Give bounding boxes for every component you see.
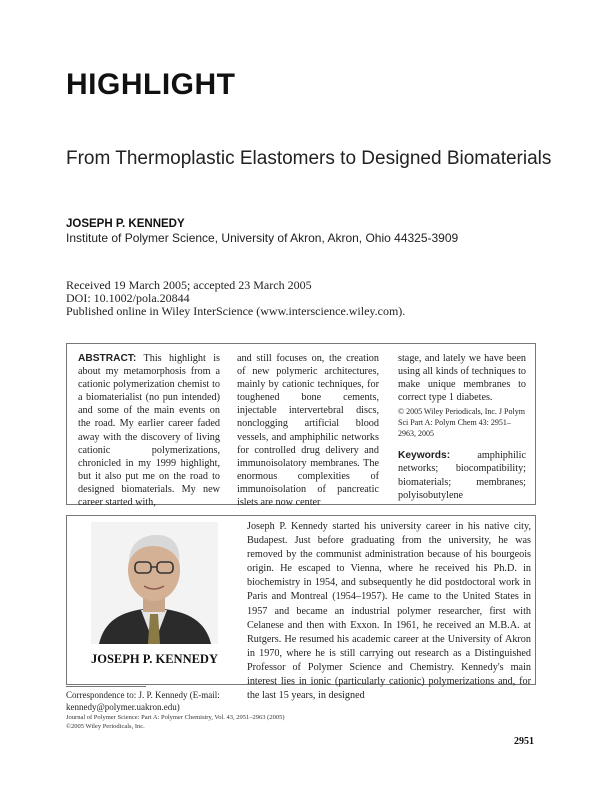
article-title: From Thermoplastic Elastomers to Designed Biomaterials xyxy=(66,148,552,169)
section-label: HIGHLIGHT xyxy=(66,68,236,101)
received-date: Received 19 March 2005; accepted 23 March 2005 xyxy=(66,278,312,292)
page-number: 2951 xyxy=(514,736,534,747)
abstract-column-1 xyxy=(78,352,220,509)
bio-author-name: JOSEPH P. KENNEDY xyxy=(91,652,218,666)
correspondence-note: Correspondence to: J. P. Kennedy (E-mail: kennedy@polymer.uakron.edu) xyxy=(66,690,220,712)
abstract-text-3: stage, and lately we have been using all kinds of techniques to make unique membranes to correct type 1 diabetes. xyxy=(398,353,526,404)
footnote-rule xyxy=(66,686,146,687)
author-name: JOSEPH P. KENNEDY xyxy=(66,218,185,230)
author-photo xyxy=(91,522,218,644)
abstract-column-3 xyxy=(398,352,526,502)
abstract-text-1: This highlight is about my metamorphosis from a cationic polymerization chemist to a biomaterialist (no pun intended) and some of the main events on the road. My earlier career faded away with the discovery of living cationic polymerizations, chronicled in my 1999 highlight, but it also put me on the road to designed biomaterials. My new career started with, xyxy=(78,353,220,509)
published-online: Published online in Wiley InterScience (www.interscience.wiley.com). xyxy=(66,304,406,318)
bio-text: Joseph P. Kennedy started his university career in his native city, Budapest. Just before graduating from the university, he was removed by the communist administration because of his bourgeois origin. He escaped to Vienna, where he received his Ph.D. in biochemistry in 1954, and subsequently he did postdoctoral work in Paris and Montreal (1954–1957). He came to the United States in 1957 and became an industrial polymer researcher, first with Celanese and then with Exxon. In 1961, he received an M.B.A. at Rutgers. He resumed his academic career at the University of Akron in 1970, where he is still carrying out research as a Distinguished Professor of Polymer Science and Chemistry. Kennedy's main interest lies in ionic (particularly cationic) polymerizations and, for the last 15 years, in designed xyxy=(247,521,531,702)
abstract-column-2 xyxy=(237,352,379,509)
abstract-label: ABSTRACT: xyxy=(78,353,137,364)
copyright-line: ©2005 Wiley Periodicals, Inc. xyxy=(66,723,145,730)
journal-line: Journal of Polymer Science: Part A: Polymer Chemistry, Vol. 43, 2951–2963 (2005) xyxy=(66,714,285,721)
abstract-text-2: and still focuses on, the creation of new polymeric architectures, mainly by cationic techniques, for toughened bone cements, injectable intervertebral discs, nonclogging artificial blood vessels, and amphiphilic networks for controlled drug delivery and immunoisolatory membranes. The enormous complexities of immunoisolation of pancreatic islets are now center xyxy=(237,353,379,509)
author-affiliation: Institute of Polymer Science, University of Akron, Akron, Ohio 44325-3909 xyxy=(66,231,459,245)
keywords-text: amphiphilic networks; biocompatibility; biomaterials; membranes; polyisobutylene xyxy=(398,450,526,501)
keywords-label: Keywords: xyxy=(398,450,451,462)
journal-info xyxy=(66,713,285,731)
doi: DOI: 10.1002/pola.20844 xyxy=(66,291,190,305)
abstract-citation: © 2005 Wiley Periodicals, Inc. J Polym Sci Part A: Polym Chem 43: 2951–2963, 2005 xyxy=(398,407,525,439)
